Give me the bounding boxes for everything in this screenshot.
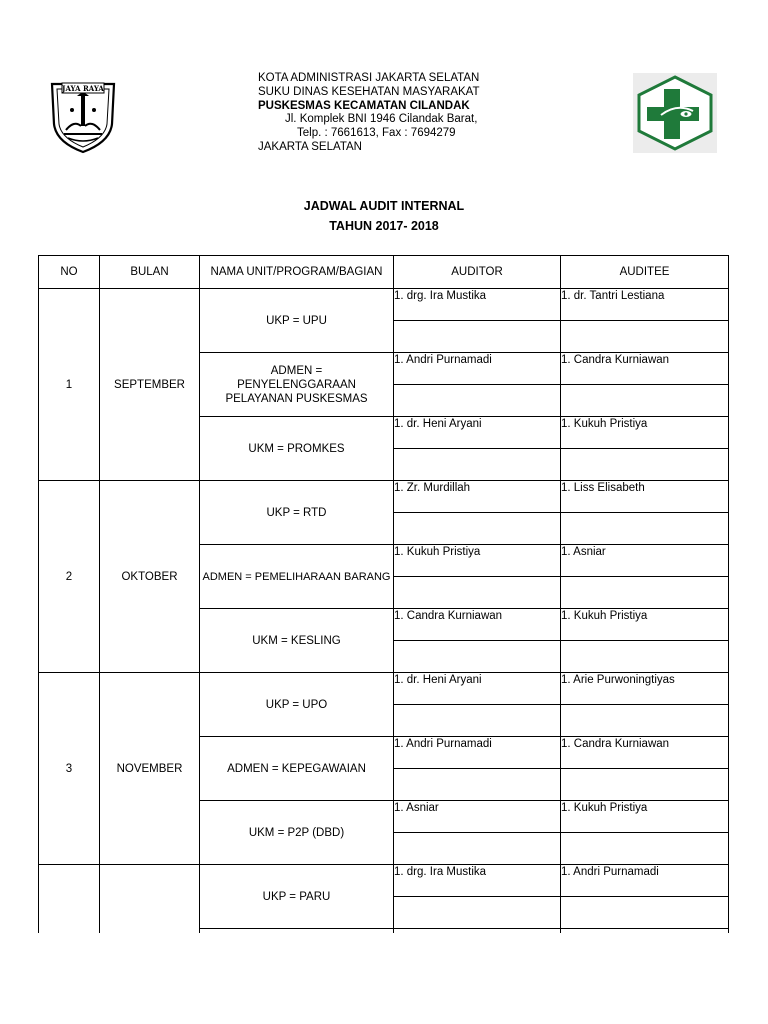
auditee-cell: 1. Candra Kurniawan bbox=[561, 353, 729, 385]
auditor-cell-empty bbox=[394, 321, 561, 353]
puskesmas-logo bbox=[633, 73, 717, 153]
auditor-cell: 1. drg. Ira Mustika bbox=[394, 289, 561, 321]
auditee-cell-empty bbox=[561, 769, 729, 801]
group-month: NOVEMBER bbox=[100, 673, 200, 865]
unit-name: UKM = KESLING bbox=[200, 609, 394, 673]
auditee-cell-empty bbox=[561, 641, 729, 673]
unit-name: ADMEN = PEMELIHARAAN BARANG bbox=[200, 545, 394, 609]
unit-name: UKP = PARU bbox=[200, 865, 394, 929]
auditee-cell-empty bbox=[561, 385, 729, 417]
auditee-cell-empty bbox=[561, 705, 729, 737]
auditee-cell: 1. Kukuh Pristiya bbox=[561, 609, 729, 641]
column-header-auditee: AUDITEE bbox=[561, 256, 729, 289]
auditor-cell: 1. dr. Heni Aryani bbox=[394, 673, 561, 705]
group-number: 1 bbox=[39, 289, 100, 481]
auditor-cell-empty bbox=[394, 577, 561, 609]
jakarta-crest-logo bbox=[48, 80, 118, 154]
unit-name: UKP = UPU bbox=[200, 289, 394, 353]
header-city: KOTA ADMINISTRASI JAKARTA SELATAN bbox=[258, 72, 480, 84]
crest-banner-text: JAYA RAYA bbox=[62, 84, 104, 93]
auditor-cell: 1. Zr. Murdillah bbox=[394, 481, 561, 513]
auditor-cell-empty bbox=[394, 641, 561, 673]
auditor-cell: 1. Andri Purnamadi bbox=[394, 737, 561, 769]
auditor-cell-empty bbox=[394, 769, 561, 801]
auditee-cell: 1. Candra Kurniawan bbox=[561, 737, 729, 769]
auditor-cell-empty bbox=[394, 513, 561, 545]
header-puskesmas: PUSKESMAS KECAMATAN CILANDAK bbox=[258, 99, 470, 112]
column-header-unit: NAMA UNIT/PROGRAM/BAGIAN bbox=[200, 256, 394, 289]
auditor-cell: 1. drg. Ira Mustika bbox=[394, 865, 561, 897]
group-month: OKTOBER bbox=[100, 481, 200, 673]
auditor-cell-empty bbox=[394, 449, 561, 481]
audit-schedule-table bbox=[38, 255, 729, 993]
auditor-cell-empty bbox=[394, 897, 561, 929]
unit-name: ADMEN = KEPEGAWAIAN bbox=[200, 737, 394, 801]
auditor-cell-empty bbox=[394, 705, 561, 737]
column-header-month: BULAN bbox=[100, 256, 200, 289]
column-header-no: NO bbox=[39, 256, 100, 289]
table-header-row bbox=[39, 256, 729, 289]
auditee-cell-empty bbox=[561, 897, 729, 929]
auditee-cell-empty bbox=[561, 449, 729, 481]
column-header-auditor: AUDITOR bbox=[394, 256, 561, 289]
auditee-cell-empty bbox=[561, 513, 729, 545]
auditor-cell: 1. Asniar bbox=[394, 801, 561, 833]
auditor-cell-empty bbox=[394, 833, 561, 865]
page-cutoff bbox=[0, 933, 768, 1024]
header-region: JAKARTA SELATAN bbox=[258, 140, 362, 153]
unit-name: ADMEN = PENYELENGGARAAN PELAYANAN PUSKESMAS bbox=[200, 353, 394, 417]
table-row bbox=[39, 865, 729, 897]
table-row bbox=[39, 289, 729, 321]
group-number: 3 bbox=[39, 673, 100, 865]
table-row bbox=[39, 673, 729, 705]
group-number: 2 bbox=[39, 481, 100, 673]
auditee-cell: 1. Kukuh Pristiya bbox=[561, 417, 729, 449]
auditee-cell-empty bbox=[561, 321, 729, 353]
auditee-cell: 1. Arie Purwoningtiyas bbox=[561, 673, 729, 705]
auditor-cell: 1. Andri Purnamadi bbox=[394, 353, 561, 385]
schedule-year: TAHUN 2017- 2018 bbox=[329, 219, 439, 233]
auditee-cell: 1. Asniar bbox=[561, 545, 729, 577]
auditor-cell: 1. Candra Kurniawan bbox=[394, 609, 561, 641]
unit-name: UKM = P2P (DBD) bbox=[200, 801, 394, 865]
auditor-cell: 1. Kukuh Pristiya bbox=[394, 545, 561, 577]
auditor-cell: 1. dr. Heni Aryani bbox=[394, 417, 561, 449]
auditor-cell-empty bbox=[394, 385, 561, 417]
header-department: SUKU DINAS KESEHATAN MASYARAKAT bbox=[258, 85, 480, 98]
auditee-cell: 1. Andri Purnamadi bbox=[561, 865, 729, 897]
institution-header bbox=[258, 72, 480, 155]
auditee-cell: 1. dr. Tantri Lestiana bbox=[561, 289, 729, 321]
group-month: SEPTEMBER bbox=[100, 289, 200, 481]
table-row bbox=[39, 481, 729, 513]
unit-name: UKP = UPO bbox=[200, 673, 394, 737]
schedule-title: JADWAL AUDIT INTERNAL bbox=[303, 199, 465, 213]
auditee-cell: 1. Liss Elisabeth bbox=[561, 481, 729, 513]
auditee-cell: 1. Kukuh Pristiya bbox=[561, 801, 729, 833]
header-phone: Telp. : 7661613, Fax : 7694279 bbox=[297, 127, 456, 140]
auditee-cell-empty bbox=[561, 833, 729, 865]
unit-name: UKM = PROMKES bbox=[200, 417, 394, 481]
unit-name: UKP = RTD bbox=[200, 481, 394, 545]
header-address: Jl. Komplek BNI 1946 Cilandak Barat, bbox=[285, 113, 478, 126]
auditee-cell-empty bbox=[561, 577, 729, 609]
